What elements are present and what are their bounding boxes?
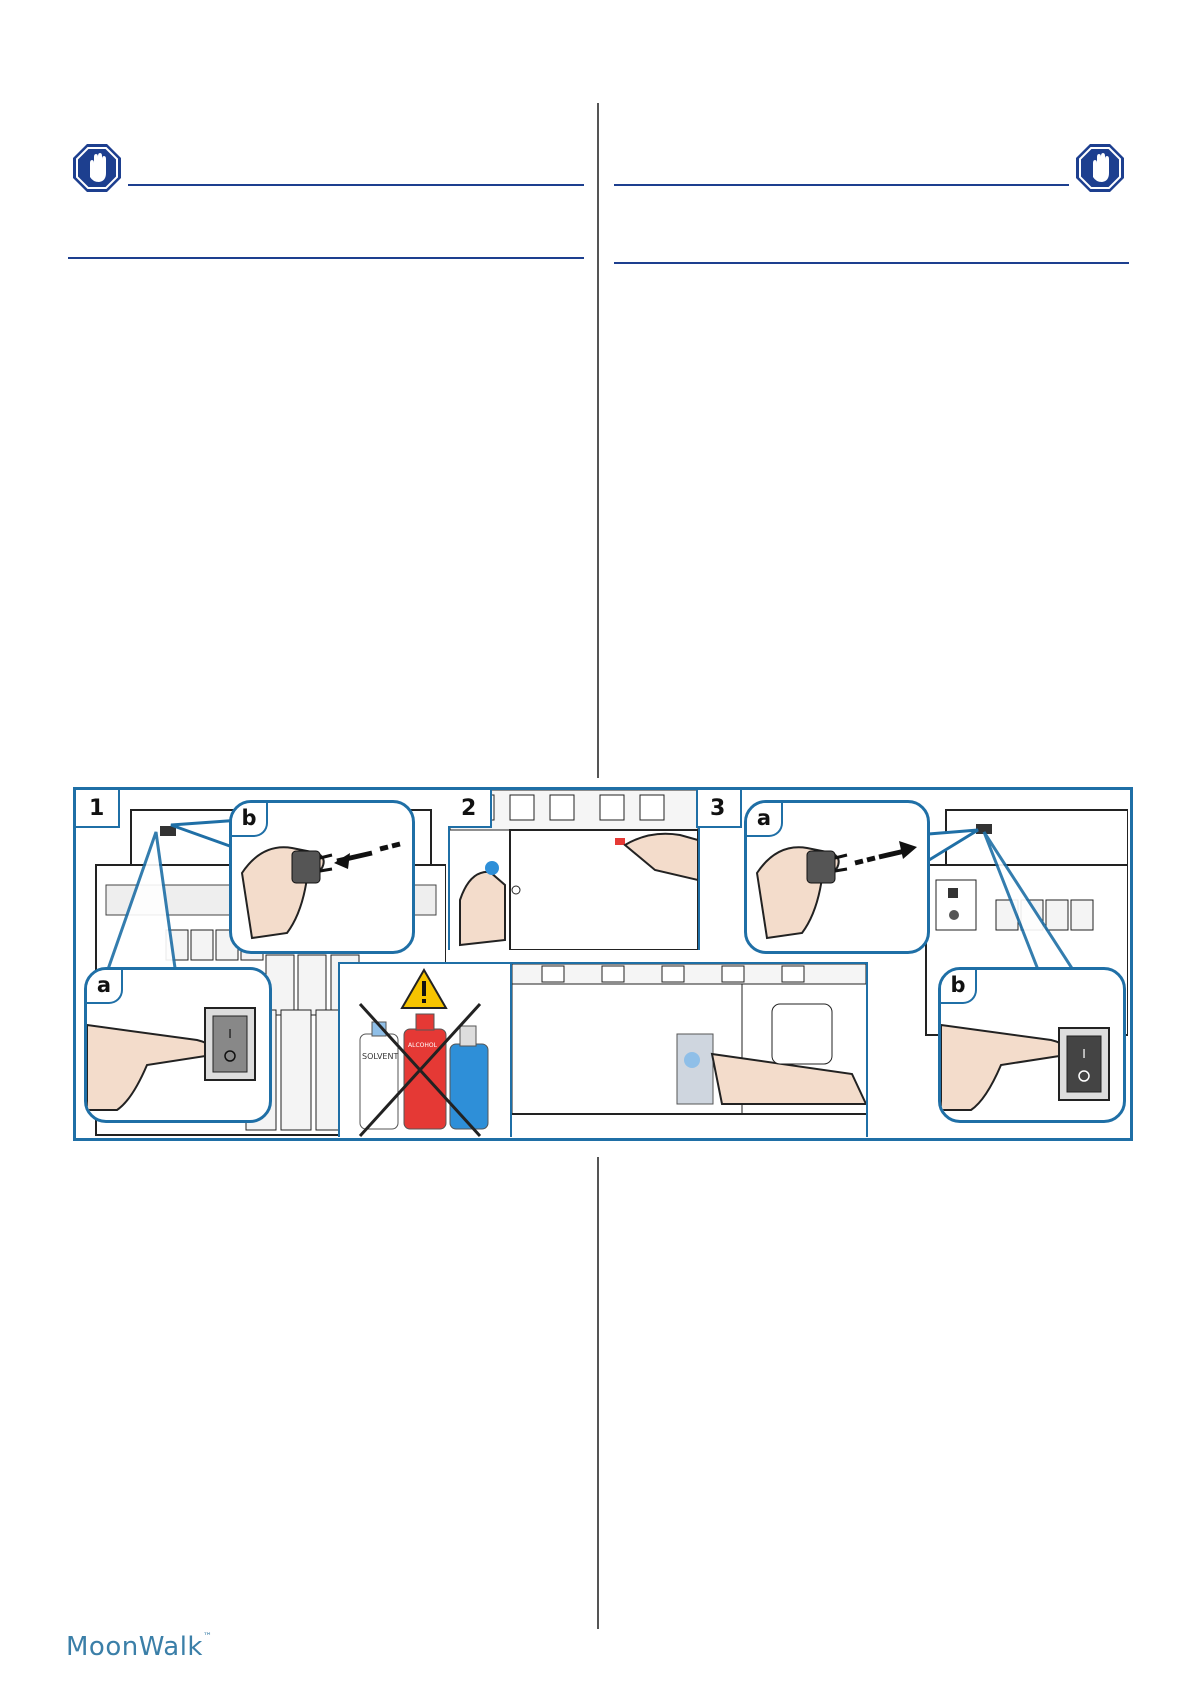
right-header-rule	[614, 184, 1069, 186]
switch-on-symbol: I	[228, 1027, 232, 1041]
step-3-number: 3	[710, 796, 726, 821]
right-section-rule	[614, 262, 1129, 264]
brand-name: MoonWalk	[66, 1632, 203, 1662]
bottle-label-alcohol: ALCOHOL	[408, 1042, 437, 1049]
instruction-figure	[73, 787, 1133, 1141]
callout-3b-switch-on	[938, 967, 1126, 1123]
left-header-rule	[128, 184, 584, 186]
step-1-number: 1	[89, 796, 105, 821]
switch-on-symbol: I	[1082, 1047, 1086, 1061]
callout-letter: b	[232, 803, 268, 837]
stop-hand-icon	[1075, 143, 1125, 193]
bottles-illustration	[340, 964, 510, 1137]
step-3-panel	[696, 790, 1128, 1135]
callout-letter: a	[747, 803, 783, 837]
stop-hand-icon	[72, 143, 122, 193]
callout-letter: b	[941, 970, 977, 1004]
callout-1a-switch-off	[84, 967, 272, 1123]
callout-3a-plug-in	[744, 800, 930, 954]
bottle-label-solvent: SOLVENT	[362, 1052, 399, 1061]
column-divider-top	[597, 103, 599, 778]
hand-press-switch-icon	[941, 970, 1123, 1120]
left-section-rule	[68, 257, 584, 259]
callout-letter: a	[87, 970, 123, 1004]
prohibited-cleaners	[340, 964, 512, 1137]
hand-plug-in-icon	[747, 803, 927, 951]
brand-logo	[66, 1632, 212, 1662]
trademark-symbol: ™	[202, 1632, 213, 1642]
callout-1b-unplug	[229, 800, 415, 954]
column-divider-bottom	[597, 1157, 599, 1629]
hand-unplug-icon	[232, 803, 412, 951]
step-2-number: 2	[461, 796, 477, 821]
hand-press-switch-icon	[87, 970, 269, 1120]
